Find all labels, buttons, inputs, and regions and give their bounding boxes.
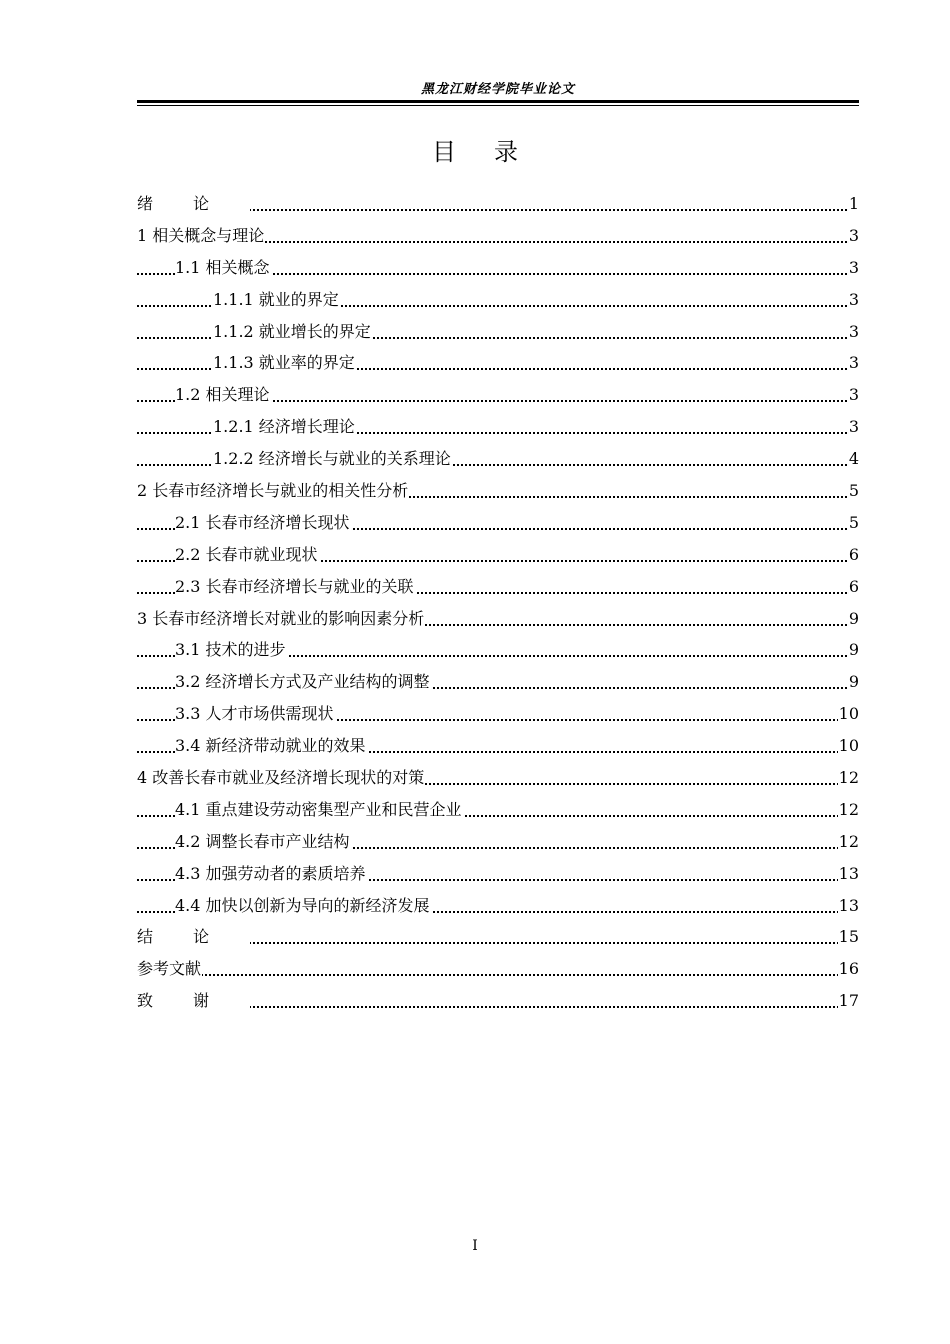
toc-entry[interactable]	[137, 762, 859, 794]
toc-entry-page: 15	[838, 921, 859, 953]
toc-entry-page: 13	[838, 858, 859, 890]
toc-entry-page: 3	[848, 252, 859, 284]
toc-entry-page: 3	[848, 411, 859, 443]
toc-entry-page: 6	[848, 571, 859, 603]
toc-entry[interactable]	[137, 252, 859, 284]
toc-entry-label: 3 长春市经济增长对就业的影响因素分析	[137, 603, 425, 635]
toc-entry[interactable]	[137, 921, 859, 953]
toc-entry-page: 5	[848, 475, 859, 507]
dot-leader	[137, 974, 859, 976]
toc-entry[interactable]	[137, 539, 859, 571]
toc-entry-label: 4.2 调整长春市产业结构	[175, 826, 351, 858]
toc-entry[interactable]	[137, 953, 859, 985]
toc-entry-page: 9	[848, 634, 859, 666]
toc-entry[interactable]	[137, 284, 859, 316]
toc-entry[interactable]	[137, 411, 859, 443]
toc-entry-label: 4.4 加快以创新为导向的新经济发展	[175, 890, 431, 922]
toc-entry-page: 3	[848, 284, 859, 316]
toc-entry-page: 3	[848, 347, 859, 379]
running-header: 黑龙江财经学院毕业论文	[420, 82, 575, 97]
toc-entry-page: 9	[848, 603, 859, 635]
toc-entry[interactable]	[137, 826, 859, 858]
toc-entry-label: 1.1.3 就业率的界定	[213, 347, 356, 379]
toc-entry[interactable]	[137, 890, 859, 922]
toc-entry-page: 17	[838, 985, 859, 1017]
toc-entry-label: 1.2 相关理论	[175, 379, 271, 411]
page-number: I	[472, 1238, 478, 1254]
toc-entry-page: 4	[848, 443, 859, 475]
toc-entry-label: 4.1 重点建设劳动密集型产业和民营企业	[175, 794, 463, 826]
toc-entry-label: 3.2 经济增长方式及产业结构的调整	[175, 666, 431, 698]
toc-entry[interactable]	[137, 188, 859, 220]
toc-entry-page: 12	[838, 794, 859, 826]
toc-entry-page: 9	[848, 666, 859, 698]
toc-entry[interactable]	[137, 316, 859, 348]
toc-entry[interactable]	[137, 443, 859, 475]
toc-entry-page: 3	[848, 379, 859, 411]
toc-entry[interactable]	[137, 379, 859, 411]
toc-entry-label: 参考文献	[137, 953, 202, 985]
toc-entry-label: 1.1.1 就业的界定	[213, 284, 340, 316]
toc-entry-page: 6	[848, 539, 859, 571]
toc-entry-page: 3	[848, 220, 859, 252]
toc-entry-page: 12	[838, 826, 859, 858]
toc-entry-label: 1 相关概念与理论	[137, 220, 265, 252]
toc-entry[interactable]	[137, 475, 859, 507]
toc-entry[interactable]	[137, 220, 859, 252]
toc-entry-label: 致谢	[137, 985, 250, 1017]
toc-entry-label: 3.3 人才市场供需现状	[175, 698, 335, 730]
toc-entry-label: 2 长春市经济增长与就业的相关性分析	[137, 475, 409, 507]
toc-entry-label: 绪论	[137, 188, 250, 220]
toc-entry[interactable]	[137, 985, 859, 1017]
toc-title: 目录	[432, 138, 556, 166]
toc-entry-page: 12	[838, 762, 859, 794]
toc-entry[interactable]	[137, 507, 859, 539]
toc-entry-label: 2.2 长春市就业现状	[175, 539, 319, 571]
toc-entry[interactable]	[137, 603, 859, 635]
toc-entry-page: 10	[838, 730, 859, 762]
toc-entry-label: 2.3 长春市经济增长与就业的关联	[175, 571, 415, 603]
toc-entry-label: 结论	[137, 921, 250, 953]
toc-entry[interactable]	[137, 858, 859, 890]
header-rule-thin	[137, 105, 859, 106]
toc-entry-label: 1.1 相关概念	[175, 252, 271, 284]
toc-entry-label: 1.2.2 经济增长与就业的关系理论	[213, 443, 452, 475]
toc-entry-label: 1.2.1 经济增长理论	[213, 411, 356, 443]
toc-entry-page: 10	[838, 698, 859, 730]
toc-entry-page: 5	[848, 507, 859, 539]
toc-entry[interactable]	[137, 794, 859, 826]
toc-entry-label: 2.1 长春市经济增长现状	[175, 507, 351, 539]
table-of-contents	[137, 188, 859, 1017]
toc-entry[interactable]	[137, 698, 859, 730]
toc-entry[interactable]	[137, 571, 859, 603]
toc-entry[interactable]	[137, 666, 859, 698]
toc-entry-page: 16	[838, 953, 859, 985]
toc-entry-label: 1.1.2 就业增长的界定	[213, 316, 372, 348]
toc-entry-label: 4 改善长春市就业及经济增长现状的对策	[137, 762, 425, 794]
toc-entry-label: 4.3 加强劳动者的素质培养	[175, 858, 367, 890]
toc-entry-label: 3.1 技术的进步	[175, 634, 287, 666]
toc-entry-page: 13	[838, 890, 859, 922]
header-rule-thick	[137, 100, 859, 103]
toc-entry[interactable]	[137, 730, 859, 762]
toc-entry[interactable]	[137, 634, 859, 666]
toc-entry-page: 3	[848, 316, 859, 348]
toc-entry[interactable]	[137, 347, 859, 379]
toc-entry-page: 1	[848, 188, 859, 220]
toc-entry-label: 3.4 新经济带动就业的效果	[175, 730, 367, 762]
